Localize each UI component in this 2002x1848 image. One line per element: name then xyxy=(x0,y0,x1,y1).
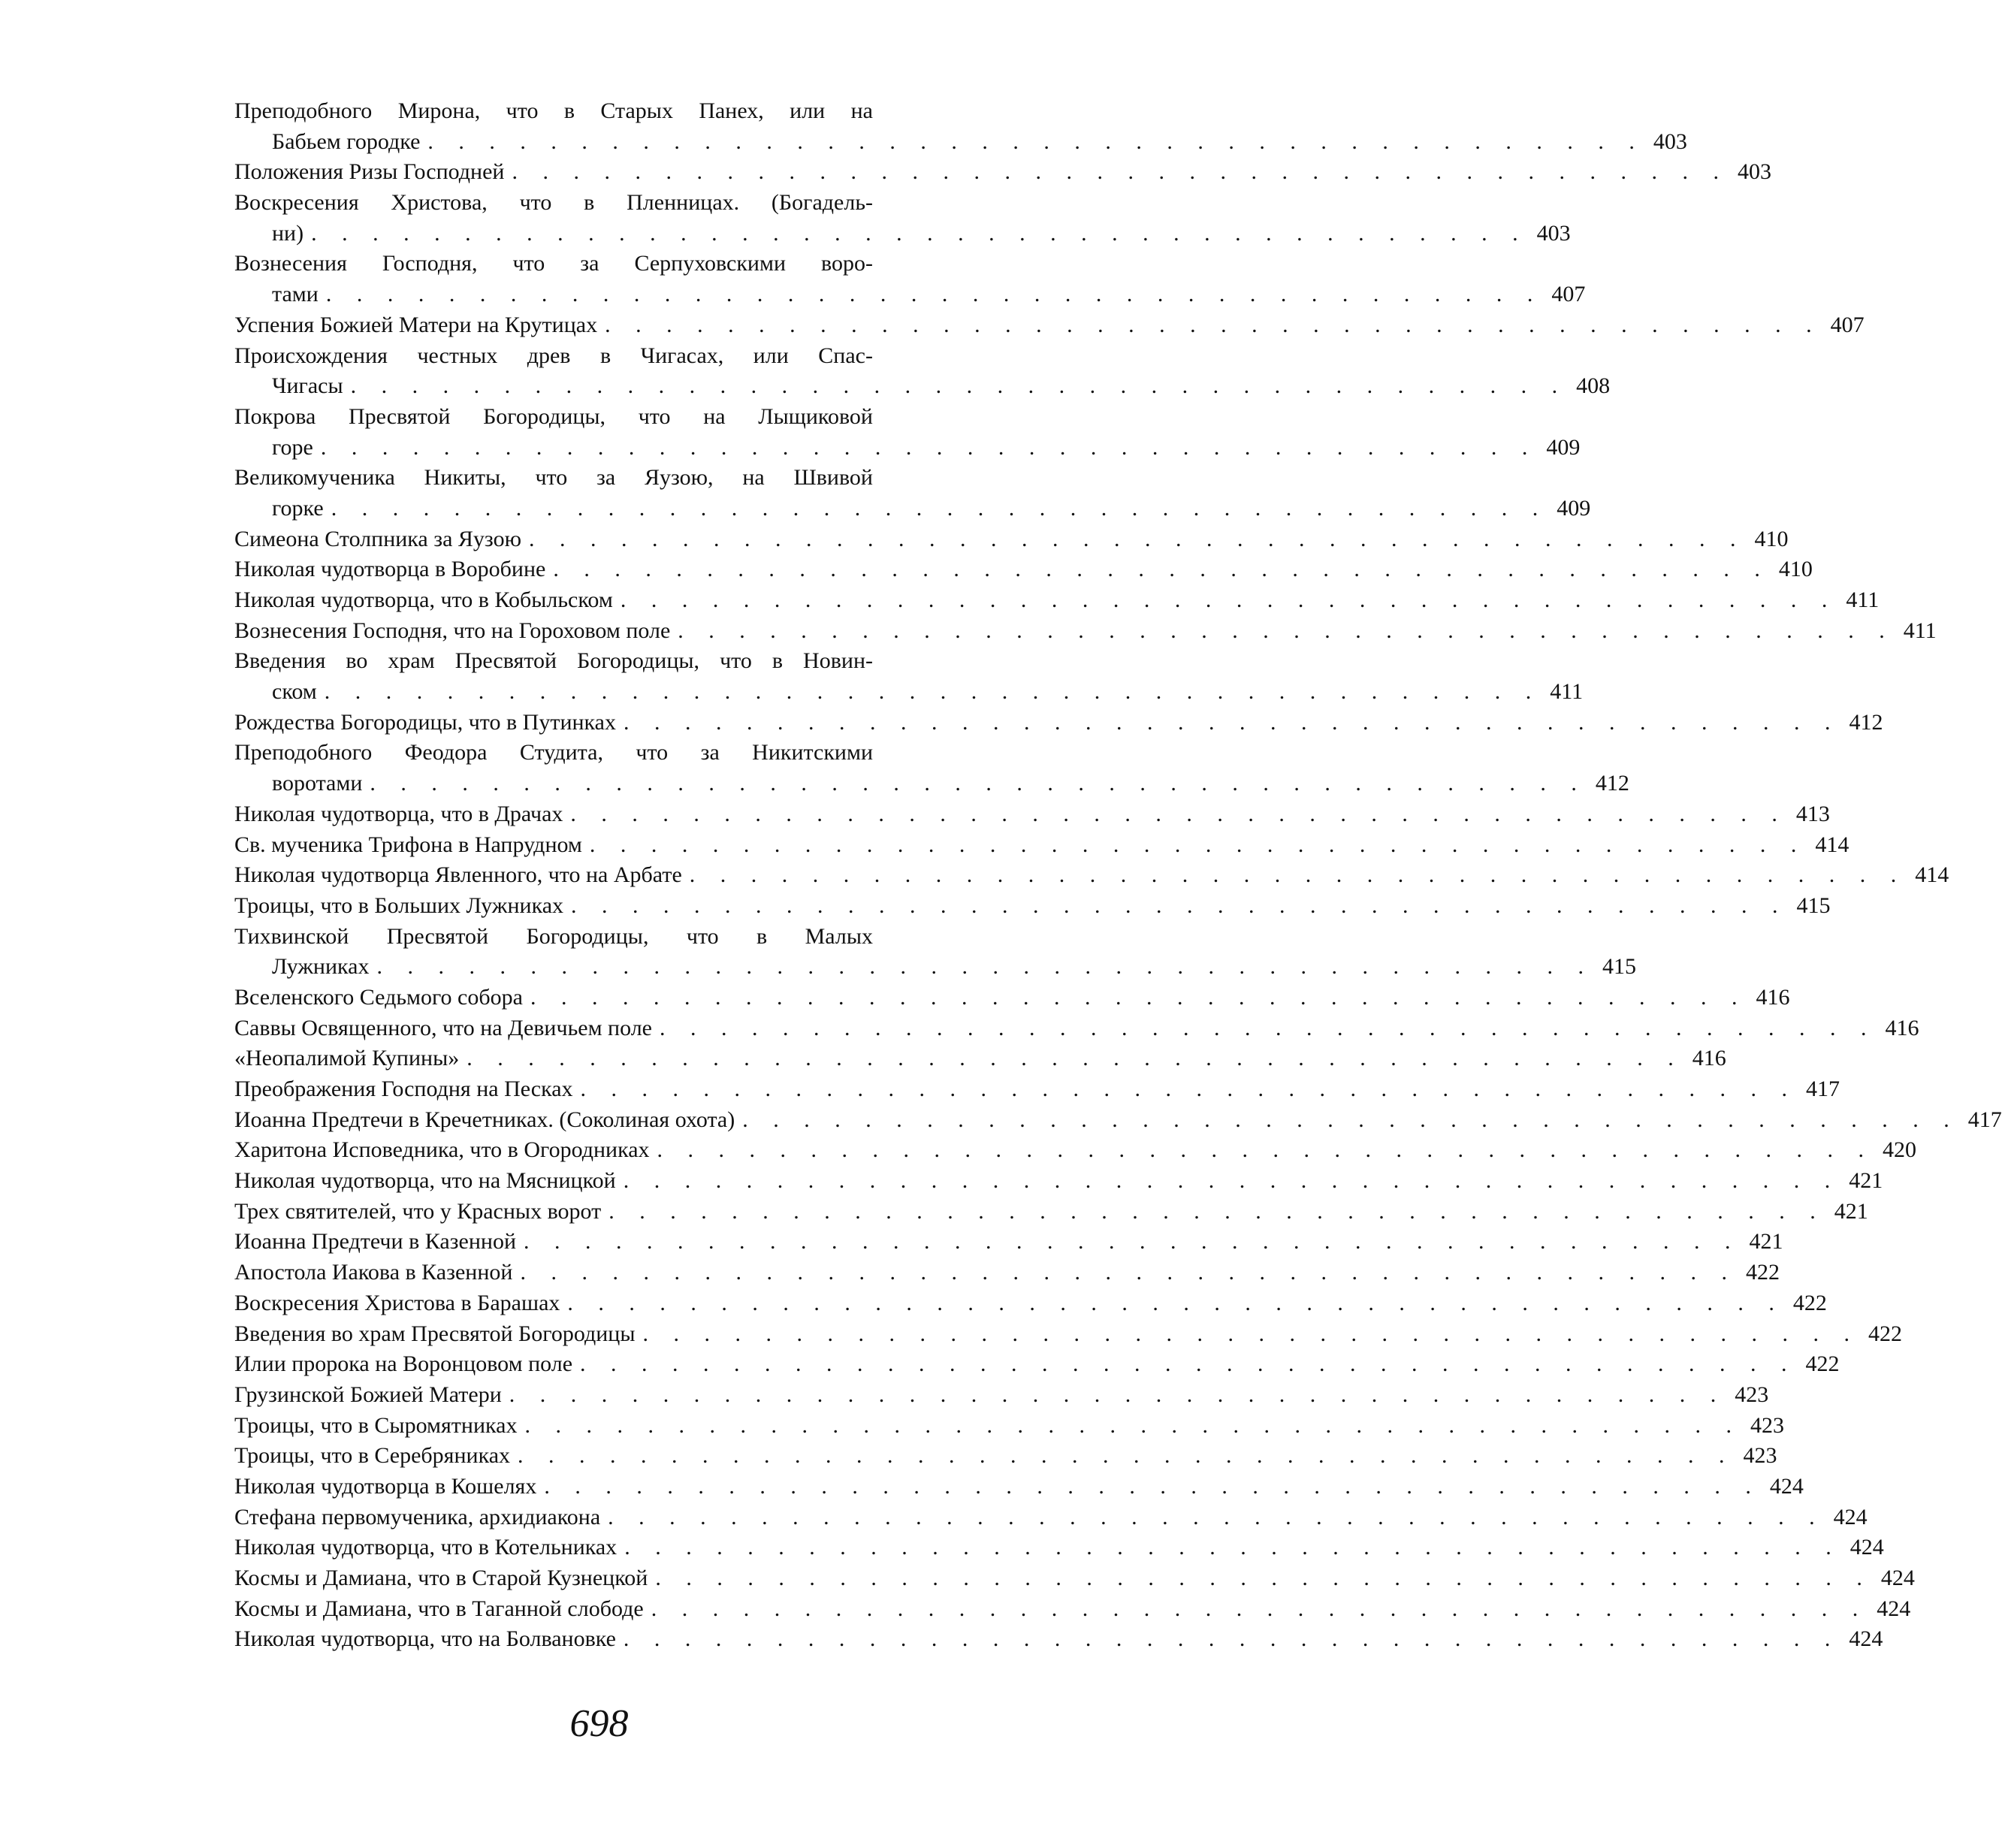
toc-entry-title: Апостола Иакова в Казенной xyxy=(234,1260,513,1285)
dot-leader: . . . . . . . . . . . . . . . . . . . . . . . . . . . . . . . . . . . . . . . . xyxy=(742,1107,1959,1132)
dot-leader: . . . . . . . . . . . . . . . . . . . . . . . . . . . . . . . . . . . . . . . . xyxy=(651,1596,1868,1621)
toc-entry xyxy=(234,188,1571,249)
toc-entry xyxy=(234,341,1611,402)
toc-entry-page: 415 xyxy=(1602,954,1636,980)
toc-entry xyxy=(234,1594,1911,1625)
toc-entry-page: 413 xyxy=(1795,801,1830,826)
toc-entry-line xyxy=(234,1258,1780,1288)
toc-entry xyxy=(234,1411,1784,1442)
toc-entry-line xyxy=(234,96,956,127)
toc-entry-title: воротами xyxy=(272,771,363,796)
toc-entry-title: Покрова Пресвятой Богородицы, что на Лыщиковой xyxy=(234,403,873,429)
toc-entry-title: Николая чудотворца в Воробине xyxy=(234,557,546,582)
dot-leader: . . . . . . . . . . . . . . . . . . . . . . . . . . . . . . . . . . . . . . . . xyxy=(580,1351,1797,1377)
dot-leader: . . . . . . . . . . . . . . . . . . . . . . . . . . . . . . . . . . . . . . . . xyxy=(608,1504,1825,1529)
dot-leader: . . . . . . . . . . . . . . . . . . . . . . . . . . . . . . . . . . . . . . . . xyxy=(524,1229,1741,1255)
toc-entry xyxy=(234,860,1949,891)
toc-entry-page: 416 xyxy=(1885,1015,1919,1040)
toc-entry-page: 420 xyxy=(1883,1137,1917,1163)
toc-entry-continuation xyxy=(234,127,1687,158)
toc-entry-title: Николая чудотворца Явленного, что на Арбате xyxy=(234,862,682,888)
toc-entry-page: 422 xyxy=(1868,1321,1902,1346)
toc-entry-title: Троицы, что в Серебряниках xyxy=(234,1443,511,1469)
toc-entry-line xyxy=(234,585,1880,616)
toc-entry-line xyxy=(234,310,1865,341)
toc-entry-title: Положения Ризы Господней xyxy=(234,159,505,185)
toc-entry-line xyxy=(234,249,956,279)
toc-entry-title: Рождества Богородицы, что в Путинках xyxy=(234,709,616,735)
toc-entry xyxy=(234,402,1581,463)
toc-entry-line xyxy=(234,1411,1784,1442)
toc-entry-title: Вознесения Господня, что за Серпуховскими воро- xyxy=(234,251,873,276)
toc-entry xyxy=(234,1013,1919,1044)
toc-entry-title: Происхождения честных древ в Чигасах, или Спас- xyxy=(234,343,873,368)
toc-entry-page: 403 xyxy=(1536,220,1571,246)
toc-entry-page: 421 xyxy=(1849,1168,1883,1194)
toc-entry-page: 424 xyxy=(1880,1566,1915,1590)
dot-leader: . . . . . . . . . . . . . . . . . . . . . . . . . . . . . . . . . . . . . . . . xyxy=(624,1535,1841,1560)
dot-leader: . . . . . . . . . . . . . . . . . . . . . . . . . . . . . . . . . . . . . . . . xyxy=(657,1137,1874,1163)
toc-entry-title: Николая чудотворца, что на Мясницкой xyxy=(234,1168,616,1194)
toc-entry xyxy=(234,463,1591,524)
dot-leader: . . . . . . . . . . . . . . . . . . . . . . . . . . . . . . . . . . . . . . . . xyxy=(370,771,1587,796)
toc-entry-line xyxy=(234,1349,1840,1380)
dot-leader: . . . . . . . . . . . . . . . . . . . . . . . . . . . . . . . . . . . . . . . . xyxy=(376,954,1593,980)
toc-entry-line xyxy=(234,708,1883,738)
toc-entry-line xyxy=(234,891,1831,922)
toc-entry-title: Вселенского Седьмого собора xyxy=(234,984,523,1010)
toc-entry xyxy=(234,1472,1804,1502)
dot-leader: . . . . . . . . . . . . . . . . . . . . . . . . . . . . . . . . . . . . . . . . xyxy=(571,892,1788,918)
toc-entry-title: Космы и Дамиана, что в Таганной слободе xyxy=(234,1596,644,1621)
toc-entry-line xyxy=(234,1043,1726,1074)
toc-entry-title: Харитона Исповедника, что в Огородниках xyxy=(234,1137,650,1163)
page-number: 698 xyxy=(569,1702,629,1745)
toc-entry xyxy=(234,157,1771,188)
toc-entry xyxy=(234,1380,1769,1411)
toc-entry-page: 423 xyxy=(1750,1412,1784,1438)
toc-entry-page: 414 xyxy=(1915,862,1949,888)
toc-entry-line xyxy=(234,1166,1883,1197)
toc-entry xyxy=(234,1532,1884,1563)
toc-entry-page: 424 xyxy=(1833,1504,1868,1529)
toc-entry-line xyxy=(234,554,1813,585)
toc-entry-title: Бабьем городке xyxy=(272,128,421,154)
toc-entry-line xyxy=(234,524,1789,555)
toc-entry-title: Великомученика Никиты, что за Яузою, на Швивой xyxy=(234,465,873,491)
dot-leader: . . . . . . . . . . . . . . . . . . . . . . . . . . . . . . . . . . . . . . . . xyxy=(530,984,1747,1010)
dot-leader: . . . . . . . . . . . . . . . . . . . . . . . . . . . . . . . . . . . . . . . . xyxy=(655,1566,1872,1590)
toc-entry-title: горе xyxy=(272,434,313,460)
toc-entry-line xyxy=(234,1441,1777,1472)
toc-entry-title: Воскресения Христова в Барашах xyxy=(234,1290,560,1315)
toc-entry-title: Николая чудотворца, что в Драчах xyxy=(234,801,563,826)
toc-entry-title: Стефана первомученика, архидиакона xyxy=(234,1504,601,1529)
toc-entry xyxy=(234,1105,2002,1136)
toc-entry xyxy=(234,891,1831,922)
table-of-contents xyxy=(234,96,2002,1655)
dot-leader: . . . . . . . . . . . . . . . . . . . . . . . . . . . . . . . . . . . . . . . . xyxy=(623,1626,1840,1652)
toc-entry-title: Преподобного Феодора Студита, что за Никитскими xyxy=(234,740,873,765)
toc-entry xyxy=(234,738,1629,799)
dot-leader: . . . . . . . . . . . . . . . . . . . . . . . . . . . . . . . . . . . . . . . . xyxy=(311,220,1528,246)
toc-entry-line xyxy=(234,341,956,372)
toc-entry xyxy=(234,1624,1883,1655)
toc-entry-title: Иоанна Предтечи в Кречетниках. (Соколиная охота) xyxy=(234,1107,735,1132)
toc-entry-title: Успения Божией Матери на Крутицах xyxy=(234,312,598,337)
toc-entry-line xyxy=(234,983,1790,1013)
toc-entry-continuation xyxy=(234,768,1629,799)
toc-entry-page: 417 xyxy=(1806,1076,1840,1101)
toc-entry-title: Илии пророка на Воронцовом поле xyxy=(234,1351,573,1377)
dot-leader: . . . . . . . . . . . . . . . . . . . . . . . . . . . . . . . . . . . . . . . . xyxy=(589,832,1807,857)
dot-leader: . . . . . . . . . . . . . . . . . . . . . . . . . . . . . . . . . . . . . . . . xyxy=(331,495,1548,521)
toc-entry-title: Иоанна Предтечи в Казенной xyxy=(234,1229,516,1255)
toc-entry-title: Николая чудотворца, что в Кобыльском xyxy=(234,587,613,612)
toc-entry-line xyxy=(234,1472,1804,1502)
toc-entry-page: 407 xyxy=(1830,312,1865,337)
toc-entry-page: 414 xyxy=(1815,832,1850,857)
toc-entry-page: 411 xyxy=(1903,618,1937,643)
dot-leader: . . . . . . . . . . . . . . . . . . . . . . . . . . . . . . . . . . . . . . . . xyxy=(660,1015,1877,1040)
toc-entry-page: 412 xyxy=(1595,771,1629,796)
dot-leader: . . . . . . . . . . . . . . . . . . . . . . . . . . . . . . . . . . . . . . . . xyxy=(324,679,1542,705)
toc-entry-title: Тихвинской Пресвятой Богородицы, что в Малых xyxy=(234,923,873,949)
toc-entry xyxy=(234,708,1883,738)
toc-entry-line xyxy=(234,157,1771,188)
toc-entry xyxy=(234,1258,1780,1288)
toc-entry-page: 415 xyxy=(1796,892,1831,918)
toc-entry-title: Введения во храм Пресвятой Богородицы, что в Новин- xyxy=(234,648,873,674)
toc-entry xyxy=(234,585,1880,616)
toc-entry-line xyxy=(234,738,956,768)
toc-entry-line xyxy=(234,1380,1769,1411)
toc-entry-line xyxy=(234,463,956,494)
dot-leader: . . . . . . . . . . . . . . . . . . . . . . . . . . . . . . . . . . . . . . . . xyxy=(570,801,1787,826)
toc-entry-line xyxy=(234,1319,1902,1350)
toc-entry xyxy=(234,799,1830,830)
toc-entry-page: 421 xyxy=(1834,1198,1868,1224)
dot-leader: . . . . . . . . . . . . . . . . . . . . . . . . . . . . . . . . . . . . . . . . xyxy=(605,312,1822,337)
toc-entry-title: «Неопалимой Купины» xyxy=(234,1046,460,1071)
toc-entry-line xyxy=(234,1624,1883,1655)
toc-entry-continuation xyxy=(234,219,1571,249)
toc-entry-page: 409 xyxy=(1546,434,1581,460)
toc-entry-continuation xyxy=(234,371,1611,402)
toc-entry-line xyxy=(234,1013,1919,1044)
toc-entry-line xyxy=(234,1105,2002,1136)
dot-leader: . . . . . . . . . . . . . . . . . . . . . . . . . . . . . . . . . . . . . . . . xyxy=(520,1260,1737,1285)
toc-entry-title: Трех святителей, что у Красных ворот xyxy=(234,1198,602,1224)
toc-entry xyxy=(234,554,1813,585)
toc-entry xyxy=(234,1135,1917,1166)
toc-entry xyxy=(234,1074,1840,1105)
dot-leader: . . . . . . . . . . . . . . . . . . . . . . . . . . . . . . . . . . . . . . . . xyxy=(467,1046,1683,1071)
toc-entry xyxy=(234,1502,1868,1533)
toc-entry-page: 422 xyxy=(1805,1351,1840,1377)
toc-entry-title: Троицы, что в Сыромятниках xyxy=(234,1412,518,1438)
toc-entry-page: 424 xyxy=(1769,1473,1804,1499)
toc-entry-line xyxy=(234,646,956,677)
toc-entry-title: Симеона Столпника за Яузою xyxy=(234,526,522,551)
toc-entry-page: 403 xyxy=(1737,159,1771,185)
toc-entry-page: 421 xyxy=(1749,1229,1783,1255)
toc-entry-line xyxy=(234,1563,1915,1594)
toc-entry-line xyxy=(234,1532,1884,1563)
dot-leader: . . . . . . . . . . . . . . . . . . . . . . . . . . . . . . . . . . . . . . . . xyxy=(544,1473,1761,1499)
toc-entry-page: 412 xyxy=(1849,709,1883,735)
toc-entry-title: Троицы, что в Больших Лужниках xyxy=(234,892,564,918)
toc-entry-line xyxy=(234,860,1949,891)
toc-entry-line xyxy=(234,799,1830,830)
toc-entry-title: Чигасы xyxy=(272,373,343,399)
toc-entry xyxy=(234,983,1790,1013)
dot-leader: . . . . . . . . . . . . . . . . . . . . . . . . . . . . . . . . . . . . . . . . xyxy=(529,526,1746,551)
toc-entry-page: 411 xyxy=(1846,587,1880,612)
toc-entry xyxy=(234,524,1789,555)
toc-entry-title: Грузинской Божией Матери xyxy=(234,1381,502,1407)
toc-entry-page: 410 xyxy=(1778,557,1813,582)
toc-entry-page: 423 xyxy=(1743,1443,1777,1469)
toc-entry-title: Николая чудотворца, что на Болвановке xyxy=(234,1626,616,1652)
toc-entry-line xyxy=(234,1288,1827,1319)
toc-entry xyxy=(234,616,1937,647)
toc-entry xyxy=(234,1319,1902,1350)
toc-entry xyxy=(234,1563,1915,1594)
dot-leader: . . . . . . . . . . . . . . . . . . . . . . . . . . . . . . . . . . . . . . . . xyxy=(524,1412,1741,1438)
dot-leader: . . . . . . . . . . . . . . . . . . . . . . . . . . . . . . . . . . . . . . . . xyxy=(642,1321,1859,1346)
toc-entry xyxy=(234,922,1636,983)
toc-entry-page: 424 xyxy=(1849,1626,1883,1652)
dot-leader: . . . . . . . . . . . . . . . . . . . . . . . . . . . . . . . . . . . . . . . . xyxy=(518,1443,1735,1469)
toc-entry-line xyxy=(234,1197,1868,1227)
toc-entry-line xyxy=(234,1502,1868,1533)
toc-entry-title: Николая чудотворца, что в Котельниках xyxy=(234,1535,618,1560)
toc-entry xyxy=(234,1043,1726,1074)
toc-entry-page: 409 xyxy=(1557,495,1591,521)
toc-entry xyxy=(234,249,1586,310)
toc-entry xyxy=(234,1197,1868,1227)
toc-entry xyxy=(234,830,1850,861)
toc-entry-page: 424 xyxy=(1877,1596,1911,1621)
dot-leader: . . . . . . . . . . . . . . . . . . . . . . . . . . . . . . . . . . . . . . . . xyxy=(427,128,1644,154)
toc-entry-continuation xyxy=(234,279,1586,310)
toc-entry-title: тами xyxy=(272,282,319,307)
dot-leader: . . . . . . . . . . . . . . . . . . . . . . . . . . . . . . . . . . . . . . . . xyxy=(325,282,1543,307)
dot-leader: . . . . . . . . . . . . . . . . . . . . . . . . . . . . . . . . . . . . . . . . xyxy=(608,1198,1825,1224)
toc-entry-line xyxy=(234,830,1850,861)
dot-leader: . . . . . . . . . . . . . . . . . . . . . . . . . . . . . . . . . . . . . . . . xyxy=(567,1290,1784,1315)
dot-leader: . . . . . . . . . . . . . . . . . . . . . . . . . . . . . . . . . . . . . . . . xyxy=(553,557,1770,582)
toc-entry-page: 424 xyxy=(1850,1535,1884,1560)
toc-entry-page: 411 xyxy=(1550,679,1584,705)
dot-leader: . . . . . . . . . . . . . . . . . . . . . . . . . . . . . . . . . . . . . . . . xyxy=(689,862,1907,888)
toc-entry-title: Николая чудотворца в Кошелях xyxy=(234,1473,537,1499)
toc-entry-continuation xyxy=(234,433,1581,464)
toc-entry-title: Введения во храм Пресвятой Богородицы xyxy=(234,1321,636,1346)
toc-entry-continuation xyxy=(234,677,1584,708)
toc-entry xyxy=(234,1288,1827,1319)
toc-entry-title: Воскресения Христова, что в Пленницах. (Богадель- xyxy=(234,190,873,216)
toc-entry-line xyxy=(234,616,1937,647)
toc-entry xyxy=(234,1349,1840,1380)
toc-entry-title: горке xyxy=(272,495,324,521)
toc-entry-title: Вознесения Господня, что на Гороховом поле xyxy=(234,618,671,643)
toc-entry-title: Св. мученика Трифона в Напрудном xyxy=(234,832,582,857)
toc-entry-page: 410 xyxy=(1754,526,1789,551)
toc-entry-line xyxy=(234,188,956,219)
toc-entry-title: Саввы Освященного, что на Девичьем поле xyxy=(234,1015,652,1040)
dot-leader: . . . . . . . . . . . . . . . . . . . . . . . . . . . . . . . . . . . . . . . . xyxy=(509,1381,1726,1407)
dot-leader: . . . . . . . . . . . . . . . . . . . . . . . . . . . . . . . . . . . . . . . . xyxy=(320,434,1538,460)
toc-entry-title: ни) xyxy=(272,220,304,246)
toc-entry xyxy=(234,1441,1777,1472)
toc-entry-line xyxy=(234,1074,1840,1105)
toc-entry-title: Преображения Господня на Песках xyxy=(234,1076,573,1101)
toc-entry-title: Преподобного Мирона, что в Старых Панех, или на xyxy=(234,98,873,123)
toc-entry-continuation xyxy=(234,494,1591,524)
toc-entry-title: ском xyxy=(272,679,317,705)
toc-entry-page: 422 xyxy=(1792,1290,1827,1315)
dot-leader: . . . . . . . . . . . . . . . . . . . . . . . . . . . . . . . . . . . . . . . . xyxy=(623,1168,1840,1194)
toc-entry xyxy=(234,310,1865,341)
dot-leader: . . . . . . . . . . . . . . . . . . . . . . . . . . . . . . . . . . . . . . . . xyxy=(580,1076,1798,1101)
toc-entry-line xyxy=(234,1227,1783,1258)
toc-entry-line xyxy=(234,1594,1911,1625)
dot-leader: . . . . . . . . . . . . . . . . . . . . . . . . . . . . . . . . . . . . . . . . xyxy=(678,618,1895,643)
toc-entry-page: 407 xyxy=(1551,282,1586,307)
toc-entry-continuation xyxy=(234,952,1636,983)
toc-entry-title: Космы и Дамиана, что в Старой Кузнецкой xyxy=(234,1566,648,1590)
dot-leader: . . . . . . . . . . . . . . . . . . . . . . . . . . . . . . . . . . . . . . . . xyxy=(350,373,1568,399)
dot-leader: . . . . . . . . . . . . . . . . . . . . . . . . . . . . . . . . . . . . . . . . xyxy=(620,587,1837,612)
toc-entry-page: 422 xyxy=(1745,1260,1780,1285)
toc-entry-title: Лужниках xyxy=(272,954,370,980)
toc-entry-page: 417 xyxy=(1967,1107,2002,1132)
toc-entry-page: 408 xyxy=(1576,373,1611,399)
toc-entry-page: 416 xyxy=(1756,984,1790,1010)
toc-entry xyxy=(234,1227,1783,1258)
toc-entry-line xyxy=(234,922,956,953)
dot-leader: . . . . . . . . . . . . . . . . . . . . . . . . . . . . . . . . . . . . . . . . xyxy=(512,159,1729,185)
toc-entry xyxy=(234,646,1584,707)
toc-entry-line xyxy=(234,402,956,433)
toc-entry-page: 416 xyxy=(1692,1046,1726,1071)
toc-entry-page: 403 xyxy=(1653,128,1687,154)
toc-entry xyxy=(234,1166,1883,1197)
toc-entry xyxy=(234,96,1687,157)
toc-entry-page: 423 xyxy=(1735,1381,1769,1407)
dot-leader: . . . . . . . . . . . . . . . . . . . . . . . . . . . . . . . . . . . . . . . . xyxy=(624,709,1840,735)
toc-entry-line xyxy=(234,1135,1917,1166)
